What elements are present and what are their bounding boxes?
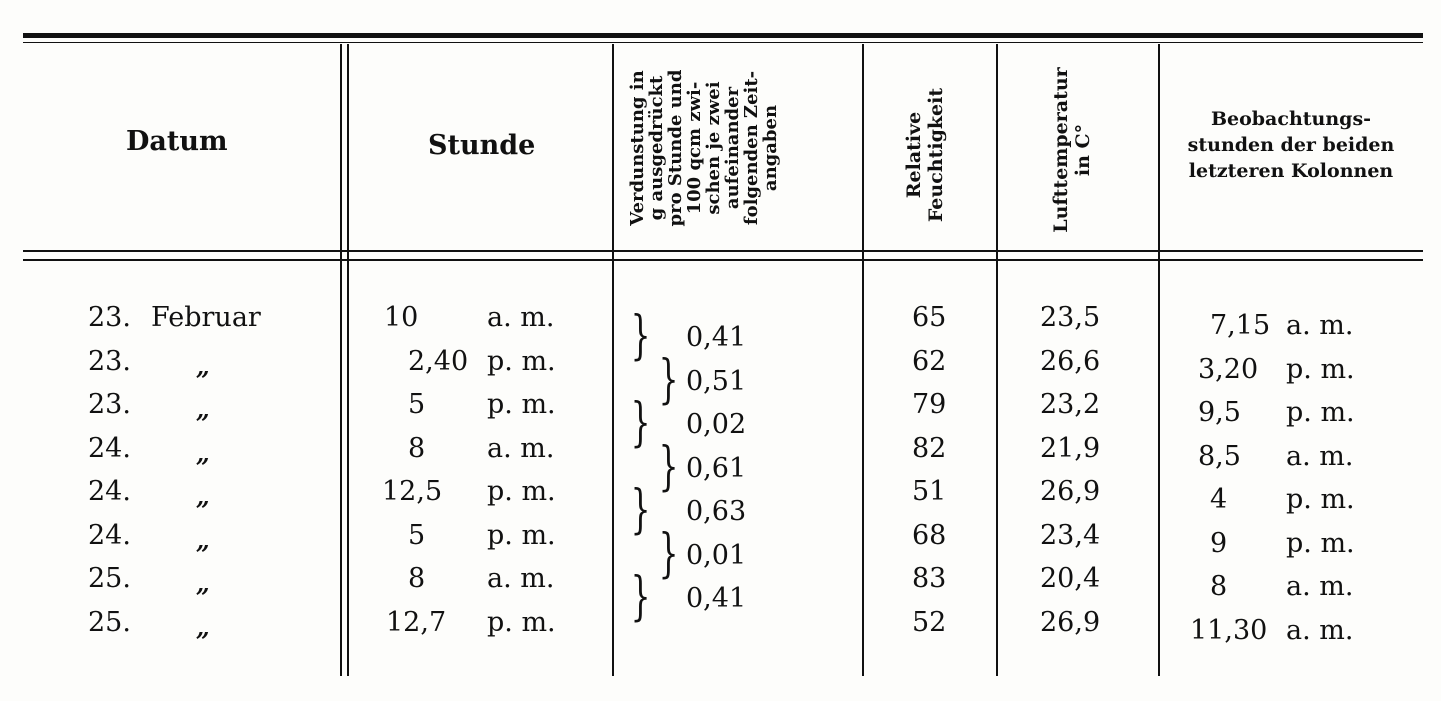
- feuchtigkeit-value: 65: [912, 302, 947, 333]
- datum-ditto: „: [196, 438, 210, 468]
- temperatur-value: 26,6: [1040, 345, 1101, 377]
- stunde-hour: 5: [408, 389, 426, 420]
- stunde-hour: 10: [384, 302, 419, 333]
- datum-day: 24.: [88, 476, 131, 507]
- datum-ditto: „: [196, 525, 210, 555]
- beobachtung-time: 7,15: [1210, 310, 1271, 341]
- stunde-ampm: p. m.: [487, 519, 556, 551]
- beobachtung-ampm: a. m.: [1286, 310, 1354, 341]
- header-beobachtung: Beobachtungs- stunden der beiden letzteren Kolonnen: [1187, 108, 1395, 182]
- header-rule-1: [23, 250, 1423, 252]
- datum-ditto: „: [196, 482, 210, 511]
- stunde-hour: 8: [408, 432, 426, 464]
- beobachtung-ampm: a. m.: [1286, 571, 1354, 602]
- feuchtigkeit-value: 82: [912, 432, 947, 464]
- temperatur-value: 23,2: [1040, 389, 1101, 420]
- col-sep-datum-double-b: [347, 44, 349, 676]
- stunde-hour: 12,5: [382, 476, 443, 507]
- verdunstung-value: 0,02: [686, 409, 747, 440]
- header-lufttemperatur: Lufttemperatur in C°: [1050, 67, 1094, 233]
- top-thick-rule: [23, 33, 1423, 38]
- beobachtung-time: 8,5: [1198, 440, 1241, 472]
- feuchtigkeit-value: 51: [912, 476, 947, 507]
- datum-ditto: „: [196, 395, 210, 424]
- datum-ditto: „: [196, 351, 210, 381]
- verdunstung-value: 0,01: [686, 539, 747, 571]
- datum-ditto: „: [196, 569, 210, 598]
- datum-ditto: „: [196, 612, 210, 642]
- temperatur-value: 21,9: [1040, 432, 1101, 464]
- stunde-ampm: p. m.: [487, 345, 556, 377]
- bracket-glyph: }: [658, 523, 679, 584]
- beobachtung-time: 9: [1210, 527, 1228, 559]
- stunde-hour: 2,40: [408, 345, 469, 377]
- datum-day: 25.: [88, 606, 131, 638]
- bracket-glyph: }: [658, 436, 679, 497]
- verdunstung-value: 0,41: [686, 583, 747, 614]
- verdunstung-value: 0,51: [686, 365, 747, 397]
- temperatur-value: 26,9: [1040, 606, 1101, 638]
- col-sep-feuchtigkeit: [996, 44, 998, 676]
- header-datum: Datum: [126, 126, 228, 157]
- bracket-glyph: }: [658, 349, 679, 410]
- beobachtung-time: 3,20: [1198, 353, 1259, 385]
- col-sep-stunde: [612, 44, 614, 676]
- datum-day: 23.: [88, 302, 131, 333]
- beobachtung-time: 4: [1210, 484, 1228, 515]
- stunde-ampm: a. m.: [487, 432, 555, 464]
- bracket-glyph: }: [630, 480, 651, 540]
- datum-day: 23.: [88, 389, 131, 420]
- temperatur-value: 23,5: [1040, 302, 1101, 333]
- beobachtung-ampm: a. m.: [1286, 440, 1354, 472]
- beobachtung-ampm: a. m.: [1286, 614, 1354, 646]
- bracket-glyph: }: [630, 567, 651, 627]
- temperatur-value: 23,4: [1040, 519, 1101, 551]
- col-sep-datum-double-a: [340, 44, 342, 676]
- datum-day: 24.: [88, 432, 131, 464]
- feuchtigkeit-value: 52: [912, 606, 947, 638]
- stunde-hour: 12,7: [386, 606, 447, 638]
- beobachtung-time: 8: [1210, 571, 1228, 602]
- header-stunde: Stunde: [428, 130, 536, 161]
- bracket-glyph: }: [630, 306, 651, 366]
- bracket-glyph: }: [630, 393, 651, 453]
- feuchtigkeit-value: 83: [912, 563, 947, 594]
- beobachtung-ampm: p. m.: [1286, 353, 1355, 385]
- temperatur-value: 20,4: [1040, 563, 1101, 594]
- beobachtung-time: 11,30: [1190, 614, 1268, 646]
- beobachtung-time: 9,5: [1198, 397, 1241, 428]
- stunde-ampm: p. m.: [487, 389, 556, 420]
- header-verdunstung: Verdunstung in g ausgedrückt pro Stunde und 100 qcm zwi- schen je zwei aufeinander folgenden Zeit- angaben: [627, 69, 781, 227]
- verdunstung-value: 0,41: [686, 322, 747, 353]
- header-rule-2: [23, 259, 1423, 261]
- beobachtung-ampm: p. m.: [1286, 397, 1355, 428]
- stunde-hour: 8: [408, 563, 426, 594]
- stunde-ampm: a. m.: [487, 302, 555, 333]
- stunde-ampm: a. m.: [487, 563, 555, 594]
- beobachtung-ampm: p. m.: [1286, 484, 1355, 515]
- temperatur-value: 26,9: [1040, 476, 1101, 507]
- stunde-hour: 5: [408, 519, 426, 551]
- feuchtigkeit-value: 79: [912, 389, 947, 420]
- verdunstung-value: 0,61: [686, 452, 747, 484]
- datum-day: 23.: [88, 345, 131, 377]
- feuchtigkeit-value: 62: [912, 345, 947, 377]
- datum-day: 25.: [88, 563, 131, 594]
- stunde-ampm: p. m.: [487, 476, 556, 507]
- stunde-ampm: p. m.: [487, 606, 556, 638]
- header-feuchtigkeit: Relative Feuchtigkeit: [903, 87, 947, 223]
- col-sep-verdunstung: [862, 44, 864, 676]
- feuchtigkeit-value: 68: [912, 519, 947, 551]
- top-thin-rule: [23, 42, 1423, 43]
- datum-month: Februar: [151, 302, 261, 333]
- beobachtung-ampm: p. m.: [1286, 527, 1355, 559]
- verdunstung-value: 0,63: [686, 496, 747, 527]
- datum-day: 24.: [88, 519, 131, 551]
